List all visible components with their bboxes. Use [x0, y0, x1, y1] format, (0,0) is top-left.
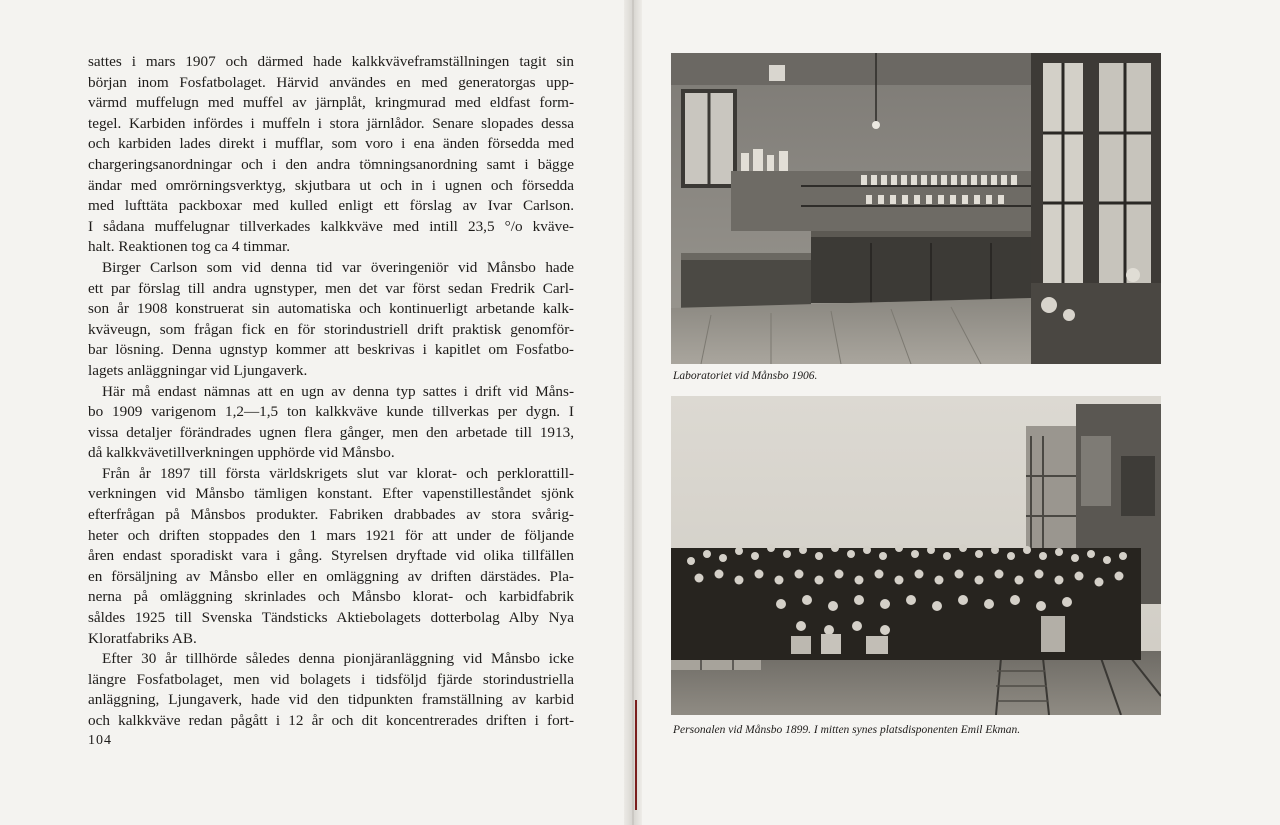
book-gutter — [624, 0, 642, 825]
text-line: ändar med omrörningsverktyg, skjutbara ut och in i ugnen och försedda — [88, 176, 574, 194]
text-line: I sådana muffelugnar tillverkades kalkkväve med intill 23,5 °/o kväve- — [88, 217, 574, 235]
text-line: början inom Fosfatbolaget. Härvid användes en med generatorgas upp- — [88, 73, 574, 91]
text-line: sattes i mars 1907 och därmed hade kalkkväveframställningen tagit sin — [88, 53, 574, 70]
text-line: verkningen vid Månsbo tämligen konstant. Efter vapenstilleståndet sjönk — [88, 485, 574, 503]
text-line: och kalkkväve redan pågått i 12 år och dit koncentrerades driften i fort- — [88, 712, 574, 729]
text-line: åren endast sporadiskt vara i gång. Styrelsen dryftade vid olika tillfällen — [88, 547, 574, 565]
text-line: bo 1909 varigenom 1,2—1,5 ton kalkkväve kunde tillverkas per dygn. I — [88, 403, 574, 421]
text-line: Birger Carlson som vid denna tid var överingeniör vid Månsbo hade — [102, 258, 574, 276]
staff-group-photo — [671, 396, 1161, 715]
text-line: vissa detaljer förändrades ugnen flera gånger, men den arbetade till 1913, — [88, 423, 574, 441]
text-line: med lufttäta packboxar med kulled enligt ett förslag av Ivar Carlson. — [88, 197, 574, 215]
laboratory-caption: Laboratoriet vid Månsbo 1906. — [673, 370, 818, 382]
text-line: nerna på omläggning skrinlades och Månsbo klorat- och karbidfabrik — [88, 588, 574, 606]
text-line: då kalkkvävetillverkningen upphörde vid Månsbo. — [88, 444, 395, 462]
text-line: Kloratfabriks AB. — [88, 629, 197, 647]
text-line: heter och driften stoppades den 1 mars 1921 för att under de följande — [88, 526, 574, 544]
text-line: tegel. Karbiden infördes i muffeln i stora järnlådor. Senare slopades dessa — [88, 114, 574, 132]
staff-caption: Personalen vid Månsbo 1899. I mitten synes platsdisponenten Emil Ekman. — [673, 724, 1021, 736]
page-number: 104 — [88, 733, 112, 748]
left-page — [0, 0, 632, 825]
text-line: Efter 30 år tillhörde således denna pionjäranläggning vid Månsbo icke — [102, 650, 574, 668]
laboratory-photo — [671, 53, 1161, 364]
text-line: bar lösning. Denna ugnstyp kommer att beskrivas i kapitlet om Fosfatbo- — [88, 341, 574, 359]
text-line: chargeringsanordningar och i den andra tömningsanordning samt i bägge — [88, 155, 574, 173]
text-line: såldes 1925 till Svenska Tändsticks Aktiebolagets dotterbolag Alby Nya — [88, 609, 574, 627]
text-line: lagets anläggningar vid Ljungaverk. — [88, 361, 308, 379]
text-line: värmd muffelugn med muffel av järnplåt, kringmurad med eldfast form- — [88, 94, 574, 112]
text-line: kväveugn, som frågan fick en för storindustriell drift praktisk genomför- — [88, 320, 574, 338]
text-line: son år 1908 konstruerat sin automatiska och kontinuerligt arbetande kalk- — [88, 300, 574, 318]
text-line: Här må endast nämnas att en ugn av denna typ sattes i drift vid Måns- — [102, 382, 574, 400]
text-line: efterfrågan på Månsbos produkter. Fabriken drabbades av stora svårig- — [88, 506, 574, 524]
text-line: en försäljning av Månsbo eller en omläggning av driften därstädes. Pla- — [88, 567, 574, 585]
text-line: ett par förslag till andra ugnstyper, men det var först sedan Fredrik Carl- — [88, 279, 574, 297]
binding-thread — [635, 700, 637, 810]
text-line: halt. Reaktionen tog ca 4 timmar. — [88, 238, 291, 256]
text-line: och karbiden lades direkt i mufflar, som voro i ena änden försedda med — [88, 135, 574, 153]
body-text — [88, 52, 574, 732]
text-line: längre Fosfatbolaget, men vid bolagets i tidsföljd fjärde storindustriella — [88, 670, 574, 688]
text-line: anläggning, Ljungaverk, hade vid den tidpunkten framställning av karbid — [88, 691, 574, 709]
text-line: Från år 1897 till första världskrigets slut var klorat- och perklorattill- — [102, 464, 574, 482]
